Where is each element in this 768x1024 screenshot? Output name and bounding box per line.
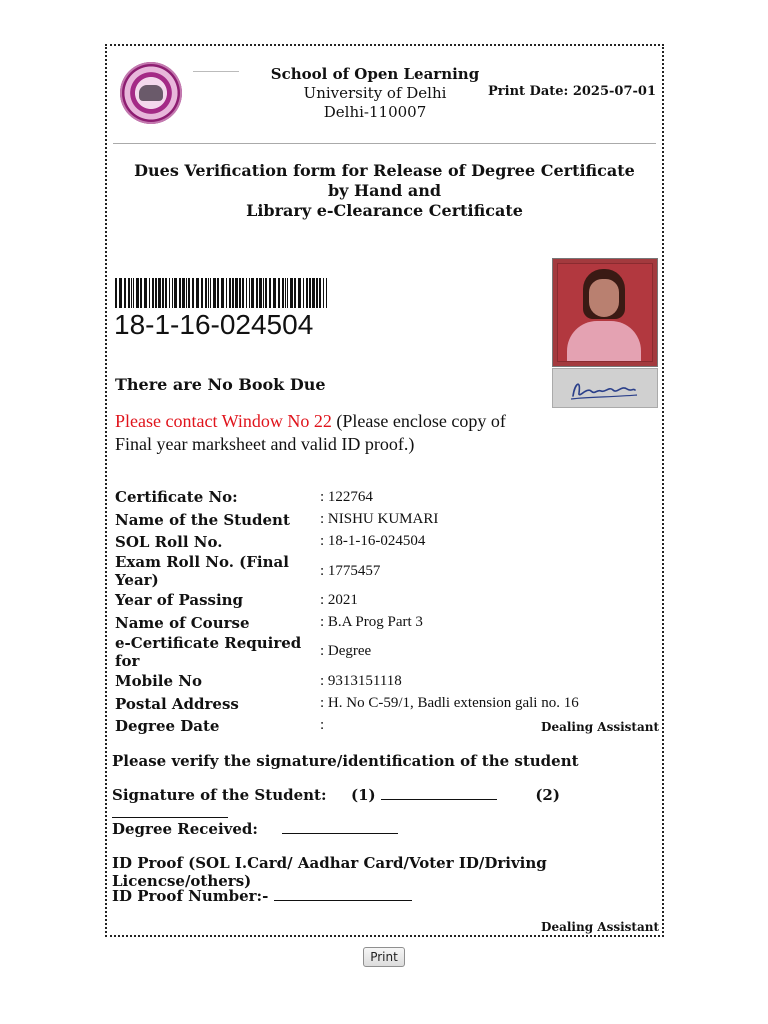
barcode-bar	[149, 278, 150, 308]
degree-received-label: Degree Received:	[112, 820, 258, 838]
table-row	[115, 553, 579, 589]
barcode-bar	[196, 278, 199, 308]
detail-value: : H. No C-59/1, Badli extension gali no. 16	[320, 695, 579, 712]
city-pincode: Delhi-110007	[323, 103, 427, 121]
signature-scribble-icon	[553, 369, 657, 407]
barcode-bar	[232, 278, 234, 308]
contact-enclosure-note: (Please enclose copy of Final year marksheet and valid ID proof.)	[115, 411, 506, 454]
detail-value: : 18-1-16-024504	[320, 533, 426, 550]
signature-blank-2	[112, 805, 228, 818]
barcode-bar	[136, 278, 139, 308]
barcode-bar	[192, 278, 194, 308]
barcode-bar	[217, 278, 219, 308]
detail-value: : 1775457	[320, 562, 381, 579]
table-row	[115, 508, 579, 530]
id-proof-number-row	[112, 887, 412, 905]
barcode-bar	[119, 278, 122, 308]
barcode-bar	[140, 278, 142, 308]
barcode-bar	[269, 278, 271, 308]
barcode-bar	[306, 278, 308, 308]
degree-received-row	[112, 820, 398, 838]
seal-elephant-icon	[139, 85, 163, 101]
barcode-bar	[294, 278, 296, 308]
barcode-bar	[229, 278, 231, 308]
student-photo	[552, 258, 658, 367]
barcode-bar	[205, 278, 207, 308]
id-proof-number-blank	[274, 888, 412, 901]
barcode-bar	[213, 278, 216, 308]
signature-slot-2-label: (2)	[535, 786, 560, 804]
barcode-bar	[316, 278, 318, 308]
signature-label: Signature of the Student:	[112, 786, 327, 804]
barcode-bar	[226, 278, 227, 308]
detail-label: Postal Address	[115, 694, 239, 713]
barcode-bar	[251, 278, 254, 308]
barcode-bar	[323, 278, 324, 308]
university-seal-icon	[120, 62, 182, 124]
barcode-bar	[208, 278, 209, 308]
student-details-table	[115, 486, 579, 737]
barcode-bar	[282, 278, 284, 308]
barcode-bar	[186, 278, 187, 308]
detail-label: Name of Course	[115, 613, 250, 632]
header-divider-stub	[193, 71, 239, 72]
barcode-bar	[115, 278, 117, 308]
barcode-bar	[239, 278, 241, 308]
barcode-bar	[172, 278, 173, 308]
university-name: University of Delhi	[303, 84, 447, 102]
barcode-icon	[115, 278, 327, 308]
form-title	[127, 161, 642, 221]
barcode-bar	[285, 278, 286, 308]
contact-window-alert: Please contact Window No 22	[115, 411, 332, 431]
barcode-bar	[131, 278, 132, 308]
barcode-bar	[287, 278, 288, 308]
dealing-assistant-label: Dealing Assistant	[541, 920, 659, 934]
student-signature	[552, 368, 658, 408]
table-row	[115, 486, 579, 508]
barcode-bar	[326, 278, 327, 308]
signature-blank-1	[381, 787, 497, 800]
barcode-bar	[273, 278, 276, 308]
roll-number-barcode-text: 18-1-16-024504	[114, 309, 314, 340]
barcode-bar	[259, 278, 262, 308]
barcode-bar	[309, 278, 311, 308]
detail-label: Name of the Student	[115, 510, 290, 529]
detail-value: : Degree	[320, 643, 372, 660]
print-button[interactable]: Print	[363, 947, 405, 967]
detail-label: Exam Roll No. (Final Year)	[115, 553, 289, 590]
barcode-bar	[312, 278, 315, 308]
school-name: School of Open Learning	[270, 65, 480, 83]
form-title-line-2: Library e-Clearance Certificate	[246, 201, 523, 220]
certificate-card	[105, 44, 664, 937]
barcode-bar	[188, 278, 190, 308]
table-row	[115, 531, 579, 553]
barcode-bar	[256, 278, 258, 308]
barcode-bar	[152, 278, 154, 308]
barcode-bar	[278, 278, 280, 308]
header-rule	[113, 143, 656, 144]
detail-label: Certificate No:	[115, 488, 238, 507]
table-row	[115, 692, 579, 714]
form-title-line-1: Dues Verification form for Release of Degree Certificate by Hand and	[134, 161, 635, 200]
print-date: Print Date: 2025-07-01	[488, 84, 656, 99]
detail-value: : 2021	[320, 591, 358, 608]
barcode-bar	[169, 278, 170, 308]
table-row	[115, 612, 579, 634]
photo-face	[589, 279, 619, 317]
detail-value: : NISHU KUMARI	[320, 511, 439, 528]
id-proof-number-label: ID Proof Number:-	[112, 887, 269, 905]
barcode-bar	[263, 278, 264, 308]
detail-value: : 122764	[320, 488, 373, 505]
barcode-bar	[303, 278, 304, 308]
barcode-bar	[319, 278, 321, 308]
table-row	[115, 589, 579, 611]
barcode-bar	[165, 278, 167, 308]
barcode-bar	[210, 278, 211, 308]
barcode-bar	[144, 278, 147, 308]
barcode-bar	[124, 278, 126, 308]
detail-label: Degree Date	[115, 716, 220, 735]
institution-header	[257, 65, 493, 122]
barcode-bar	[128, 278, 130, 308]
barcode-bar	[174, 278, 177, 308]
detail-label: Mobile No	[115, 672, 202, 691]
table-row	[115, 715, 579, 737]
signature-row	[112, 786, 662, 822]
detail-label: Year of Passing	[115, 591, 244, 610]
barcode-bar	[162, 278, 164, 308]
barcode-bar	[290, 278, 293, 308]
no-due-status: There are No Book Due	[115, 375, 326, 394]
barcode-bar	[221, 278, 224, 308]
barcode-bar	[298, 278, 301, 308]
detail-value: :	[320, 717, 325, 734]
dealing-assistant-label: Dealing Assistant	[541, 720, 659, 734]
table-row	[115, 670, 579, 692]
contact-instruction	[115, 410, 545, 456]
detail-label: e-Certificate Required for	[115, 633, 302, 670]
signature-slot-1-label: (1)	[350, 786, 376, 804]
table-row	[115, 634, 579, 670]
barcode-bar	[265, 278, 267, 308]
detail-value: : 9313151118	[320, 672, 402, 689]
barcode-bar	[155, 278, 157, 308]
detail-label: SOL Roll No.	[115, 532, 223, 551]
barcode-bar	[133, 278, 134, 308]
barcode-bar	[249, 278, 250, 308]
barcode-bar	[235, 278, 238, 308]
barcode-bar	[242, 278, 244, 308]
barcode-bar	[182, 278, 185, 308]
barcode-bar	[246, 278, 247, 308]
detail-value: : B.A Prog Part 3	[320, 614, 423, 631]
barcode-bar	[201, 278, 203, 308]
verify-instruction: Please verify the signature/identification of the student	[112, 752, 579, 770]
id-proof-label: ID Proof (SOL I.Card/ Aadhar Card/Voter ID/Driving Licencse/others)	[112, 854, 547, 890]
photo-body	[567, 321, 641, 361]
degree-received-blank	[282, 821, 398, 834]
barcode-bar	[158, 278, 161, 308]
barcode-bar	[179, 278, 181, 308]
